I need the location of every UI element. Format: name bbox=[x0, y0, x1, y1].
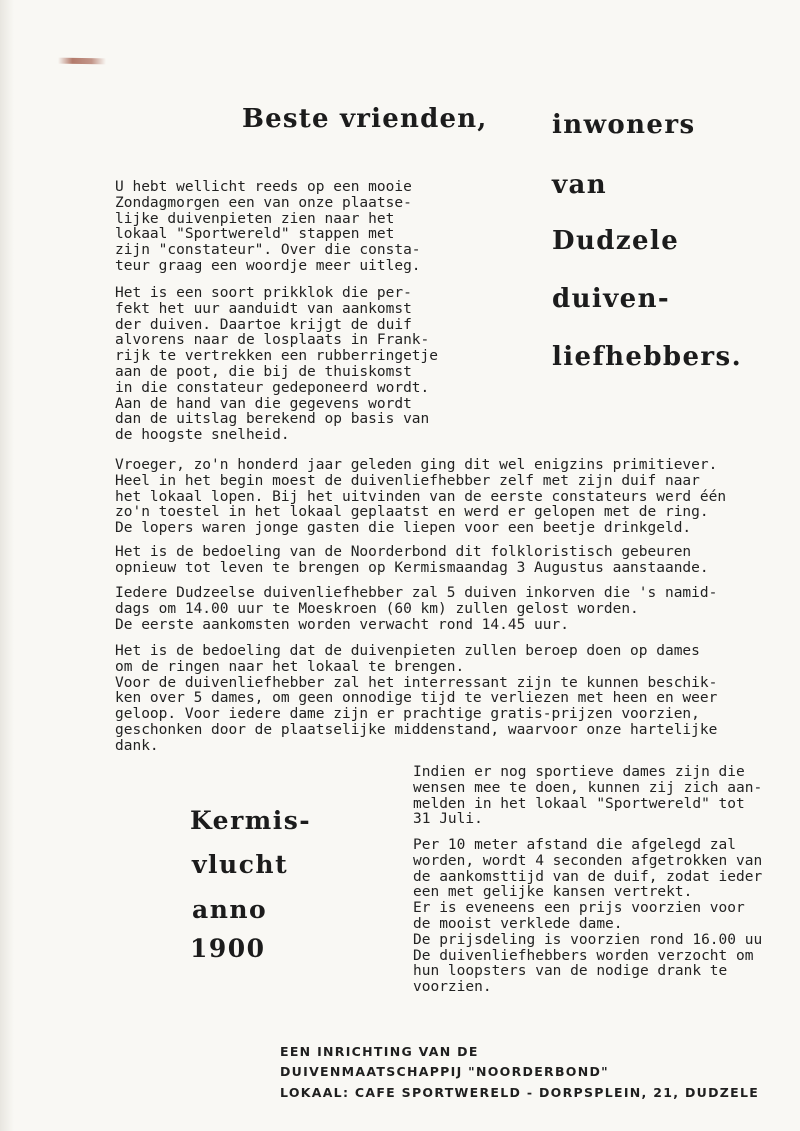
heading-title: Beste vrienden, bbox=[242, 104, 488, 134]
heading-side-line-2: van bbox=[552, 170, 608, 200]
paragraph-regels: Per 10 meter afstand die afgelegd zal worden, wordt 4 seconden afgetrokken van de aankomsttijd van de duif, zodat ieder een met gelijke kansen vertrekt. Er is eveneens een prijs voorzien voor de mooist verklede dame. De prijsdeling is voorzien rond 16.00 uu De duivenliefhebbers worden verzocht om hun loopsters van de nodige drank te voorzien. bbox=[413, 837, 763, 996]
paragraph-inkorven: Iedere Dudzeelse duivenliefhebber zal 5 duiven inkorven die 's namid- dags om 14.00 uur te Moeskroen (60 km) zullen gelost worden. De eerste aankomsten worden verwacht rond 14.45 uur. bbox=[115, 585, 718, 633]
heading-side-line-4: duiven- bbox=[552, 284, 671, 314]
footer-line-2: DUIVENMAATSCHAPPIJ "NOORDERBOND" bbox=[280, 1064, 609, 1079]
kermis-title-line-3: anno bbox=[192, 895, 268, 924]
paragraph-dames: Het is de bedoeling dat de duivenpieten zullen beroep doen op dames om de ringen naar het lokaal te brengen. Voor de duivenliefhebber zal het interressant zijn te kunnen beschik- ken over 5 dames, om geen onnodige tijd te verliezen met heen en weer geloop. Voor iedere dame zijn er prachtige gratis-prijzen voorzien, geschonken door de plaatselijke middenstand, waarvoor onze hartelijke dank. bbox=[115, 643, 718, 754]
heading-side-line-5: liefhebbers. bbox=[552, 342, 743, 372]
paragraph-intro: U hebt wellicht reeds op een mooie Zondagmorgen een van onze plaatse- lijke duivenpieten zien naar het lokaal "Sportwereld" stappen met zijn "constateur". Over die consta- teur graag een woordje meer uitleg. bbox=[115, 179, 421, 274]
kermis-title-line-1: Kermis- bbox=[190, 806, 312, 835]
footer-line-1: EEN INRICHTING VAN DE bbox=[280, 1044, 479, 1059]
stain-mark bbox=[58, 58, 106, 65]
paragraph-noorderbond: Het is de bedoeling van de Noorderbond dit folkloristisch gebeuren opnieuw tot leven te brengen op Kermismaandag 3 Augustus aanstaande. bbox=[115, 544, 709, 576]
kermis-title-line-2: vlucht bbox=[192, 850, 289, 879]
paragraph-history: Vroeger, zo'n honderd jaar geleden ging dit wel enigzins primitiever. Heel in het begin moest de duivenliefhebber zelf met zijn duif naar het lokaal lopen. Bij het uitvinden van de eerste constateurs werd één zo'n toestel in het lokaal geplaatst en werd er gelopen met de ring. De lopers waren jonge gasten die liepen voor een beetje drinkgeld. bbox=[115, 457, 727, 537]
kermis-title-line-4: 1900 bbox=[190, 934, 266, 963]
heading-side-line-3: Dudzele bbox=[552, 226, 680, 256]
footer-line-3: LOKAAL: CAFE SPORTWERELD - DORPSPLEIN, 21, DUDZELE bbox=[280, 1085, 760, 1100]
paragraph-aanmelden: Indien er nog sportieve dames zijn die wensen mee te doen, kunnen zij zich aan- melden in het lokaal "Sportwereld" tot 31 Juli. bbox=[413, 764, 763, 828]
heading-side-line-1: inwoners bbox=[552, 110, 696, 140]
page-edge-shadow bbox=[0, 0, 14, 1131]
paragraph-prikklok: Het is een soort prikklok die per- fekt het uur aanduidt van aankomst der duiven. Daartoe krijgt de duif alvorens naar de losplaats in Frank- rijk te vertrekken een rubberringetje aan de poot, die bij de thuiskomst in die constateur gedeponeerd wordt. Aan de hand van die gegevens wordt dan de uitslag berekend op basis van de hoogste snelheid. bbox=[115, 285, 439, 444]
